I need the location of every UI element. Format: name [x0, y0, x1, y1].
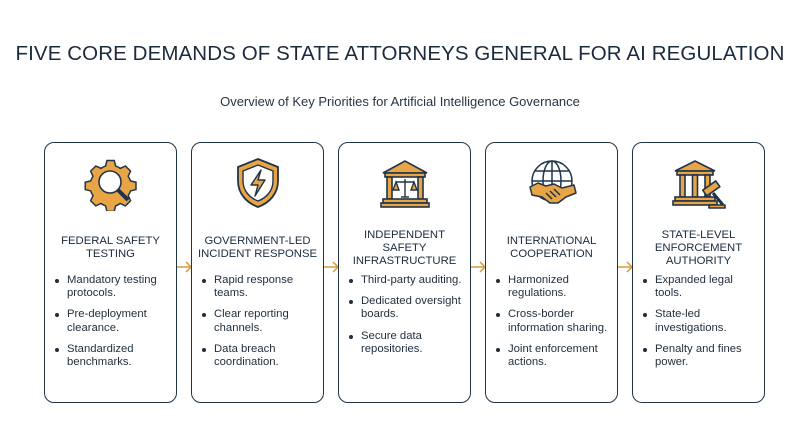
list-item: Expanded legal tools.	[641, 274, 762, 300]
building-scales-icon	[339, 155, 470, 211]
shield-lightning-icon	[192, 155, 323, 211]
list-item: State-led investigations.	[641, 308, 762, 334]
card-heading: STATE-LEVEL ENFORCEMENT AUTHORITY	[654, 228, 743, 267]
bullet-dot	[496, 279, 500, 283]
card-government-led-incident-response	[191, 142, 324, 403]
list-item: Mandatory testing protocols.	[53, 274, 174, 300]
list-item: Penalty and fines power.	[641, 343, 762, 369]
list-item: Joint enforcement actions.	[494, 343, 615, 369]
list-item: Cross-border information sharing.	[494, 308, 615, 334]
bullet-dot	[55, 348, 59, 352]
list-item: Dedicated oversight boards.	[347, 295, 468, 321]
bullet-dot	[202, 279, 206, 283]
list-item: Secure data repositories.	[347, 330, 468, 356]
gear-magnifier-icon	[45, 155, 176, 211]
bullet-list	[347, 274, 468, 364]
list-item: Third-party auditing.	[347, 274, 468, 287]
card-heading: INTERNATIONAL COOPERATION	[506, 235, 597, 260]
globe-handshake-icon	[486, 155, 617, 211]
bullet-dot	[349, 279, 353, 283]
bullet-dot	[643, 313, 647, 317]
courthouse-gavel-icon	[633, 155, 764, 211]
card-federal-safety-testing	[44, 142, 177, 403]
bullet-dot	[202, 313, 206, 317]
bullet-dot	[643, 348, 647, 352]
bullet-dot	[55, 279, 59, 283]
card-heading: GOVERNMENT-LED INCIDENT RESPONSE	[197, 235, 318, 260]
bullet-dot	[643, 279, 647, 283]
page-title: FIVE CORE DEMANDS OF STATE ATTORNEYS GENERAL FOR AI REGULATION	[15, 42, 785, 65]
bullet-dot	[349, 335, 353, 339]
card-heading: INDEPENDENT SAFETY INFRASTRUCTURE	[352, 228, 457, 267]
bullet-list	[200, 274, 321, 377]
card-state-level-enforcement-authority	[632, 142, 765, 403]
bullet-dot	[202, 348, 206, 352]
list-item: Data breach coordination.	[200, 343, 321, 369]
list-item: Harmonized regulations.	[494, 274, 615, 300]
bullet-list	[494, 274, 615, 377]
bullet-dot	[496, 348, 500, 352]
bullet-dot	[55, 313, 59, 317]
list-item: Rapid response teams.	[200, 274, 321, 300]
page-subtitle: Overview of Key Priorities for Artificial Intelligence Governance	[220, 94, 580, 109]
list-item: Clear reporting channels.	[200, 308, 321, 334]
card-independent-safety-infrastructure	[338, 142, 471, 403]
bullet-dot	[496, 313, 500, 317]
card-heading: FEDERAL SAFETY TESTING	[61, 235, 160, 260]
list-item: Pre-deployment clearance.	[53, 308, 174, 334]
list-item: Standardized benchmarks.	[53, 343, 174, 369]
card-international-cooperation	[485, 142, 618, 403]
bullet-list	[53, 274, 174, 377]
bullet-dot	[349, 300, 353, 304]
bullet-list	[641, 274, 762, 377]
